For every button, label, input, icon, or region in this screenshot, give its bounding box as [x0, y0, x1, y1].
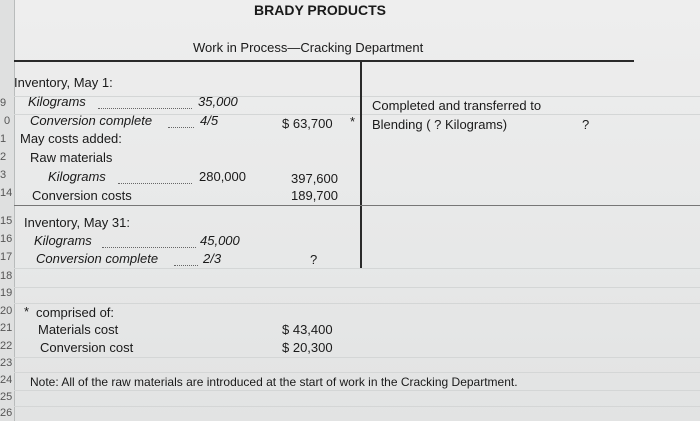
grid-line — [14, 96, 700, 97]
raw-materials-label: Raw materials — [30, 150, 113, 165]
may-costs-label: May costs added: — [20, 131, 122, 146]
leader-dots — [174, 265, 198, 266]
row-number[interactable]: 14 — [0, 187, 13, 199]
conversion-may1-value: 4/5 — [200, 113, 219, 128]
account-title: Work in Process—Cracking Department — [193, 40, 424, 55]
conversion-may31-label: Conversion complete — [36, 251, 159, 266]
row-number[interactable]: 26 — [0, 407, 13, 419]
row-number[interactable]: 18 — [0, 270, 13, 282]
t-account-top-rule — [14, 60, 634, 62]
row-number[interactable]: 19 — [0, 287, 13, 299]
leader-dots — [98, 108, 192, 109]
inventory-may1-label: Inventory, May 1: — [14, 75, 113, 90]
raw-kilograms-value: 280,000 — [199, 169, 246, 184]
conversion-complete-label: Conversion complete — [30, 113, 153, 128]
transferred-label-line1: Completed and transferred to — [372, 98, 542, 113]
note-text: Note: All of the raw materials are introduced at the start of work in the Cracking Department. — [30, 375, 518, 389]
grid-line — [14, 357, 700, 358]
row-number[interactable]: 21 — [0, 322, 13, 334]
subtotal-rule — [14, 205, 700, 206]
inventory-may31-label: Inventory, May 31: — [24, 215, 130, 230]
conversion-cost-amount: $ 20,300 — [282, 340, 333, 355]
grid-line — [14, 268, 700, 269]
conversion-costs-label: Conversion costs — [32, 188, 132, 203]
conversion-may31-value: 2/3 — [203, 251, 222, 266]
conversion-cost-label: Conversion cost — [40, 340, 134, 355]
raw-materials-amount: 397,600 — [291, 171, 338, 186]
grid-line — [14, 406, 700, 407]
grid-line — [14, 287, 700, 288]
row-number[interactable]: 23 — [0, 357, 13, 369]
company-title: BRADY PRODUCTS — [254, 2, 386, 18]
footnote-asterisk: * — [350, 114, 356, 129]
kilograms-may31-value: 45,000 — [200, 233, 240, 248]
kilograms-may31-label: Kilograms — [34, 233, 92, 248]
leader-dots — [168, 127, 194, 128]
inventory-may31-amount: ? — [310, 252, 318, 267]
row-number[interactable]: 3 — [0, 169, 7, 181]
row-number[interactable]: 9 — [0, 97, 7, 109]
leader-dots — [118, 183, 192, 184]
t-account-divider — [360, 60, 362, 268]
kilograms-may1-value: 35,000 — [198, 94, 238, 109]
footnote-marker: * — [24, 304, 30, 319]
row-number[interactable]: 2 — [0, 151, 7, 163]
grid-line — [14, 303, 700, 304]
kilograms-label: Kilograms — [28, 94, 86, 109]
leader-dots — [102, 247, 196, 248]
transferred-amount: ? — [582, 117, 590, 132]
row-number[interactable]: 0 — [4, 115, 11, 127]
row-number[interactable]: 25 — [0, 391, 13, 403]
grid-line — [14, 372, 700, 373]
row-number[interactable]: 24 — [0, 374, 13, 386]
materials-cost-label: Materials cost — [38, 322, 119, 337]
row-number[interactable]: 15 — [0, 215, 13, 227]
grid-line — [14, 390, 700, 391]
row-number[interactable]: 22 — [0, 340, 13, 352]
row-number[interactable]: 16 — [0, 233, 13, 245]
inventory-may1-amount: $ 63,700 — [282, 116, 333, 131]
raw-kilograms-label: Kilograms — [48, 169, 106, 184]
row-number[interactable]: 17 — [0, 251, 13, 263]
comprised-of-label: comprised of: — [36, 305, 115, 320]
row-number[interactable]: 1 — [0, 133, 7, 145]
materials-cost-amount: $ 43,400 — [282, 322, 333, 337]
conversion-costs-amount: 189,700 — [291, 188, 338, 203]
row-number[interactable]: 20 — [0, 305, 13, 317]
transferred-label-line2: Blending ( ? Kilograms) — [372, 117, 508, 132]
